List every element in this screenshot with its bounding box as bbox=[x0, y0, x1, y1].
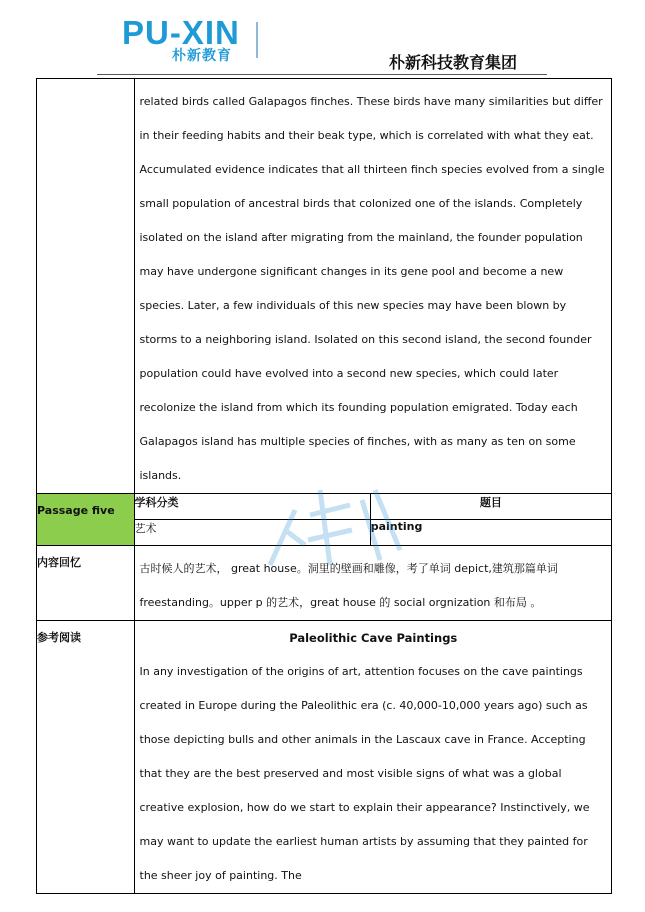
topic-header: 题目 bbox=[370, 494, 611, 520]
content-table bbox=[36, 78, 612, 894]
subject-value: 艺术 bbox=[134, 520, 370, 546]
article-title: Paleolithic Cave Paintings bbox=[289, 631, 458, 645]
logo-divider bbox=[256, 22, 258, 58]
subject-header: 学科分类 bbox=[134, 494, 370, 520]
reference-row bbox=[37, 621, 612, 894]
passage-label: Passage five bbox=[37, 494, 135, 546]
recall-text: 古时候人的艺术， great house。洞里的壁画和雕像，考了单词 depict,建筑那篇单词 freestanding。upper p 的艺术，great house 的 social orgnization 和布局 。 bbox=[139, 562, 558, 609]
passage-header-row bbox=[37, 494, 612, 520]
continued-passage-cell bbox=[134, 79, 612, 494]
continued-passage-text: related birds called Galapagos finches. These birds have many similarities but differ in their feeding habits and their beak type, which is correlated with what they eat. Accumulated evidence indicates that all thirteen finch species evolved from a single small population of ancestral birds that colonized one of the islands. Completely isolated on the island after migrating from the mainland, the founder population may have undergone significant changes in its gene pool and become a new species. Later, a few individuals of this new species may have been blown by storms to a neighboring island. Isolated on this second island, the second founder population could have evolved into a second new species, which could later recolonize the island from which its founding population emigrated. Today each Galapagos island has multiple species of finches, with as many as ten on some islands. bbox=[139, 95, 605, 482]
company-name: 朴新科技教育集团 bbox=[389, 53, 518, 72]
continued-passage-row bbox=[37, 79, 612, 494]
article-text: In any investigation of the origins of art, attention focuses on the cave paintings created in Europe during the Paleolithic era (c. 40,000-10,000 years ago) such as those depicting bulls and other animals in the Lascaux cave in France. Accepting that they are the best preserved and most visible signs of what was a global creative explosion, how do we start to explain their appearance? Instinctively, we may want to update the earliest human artists by assuming that they painted for the sheer joy of painting. The bbox=[139, 665, 590, 882]
recall-label: 内容回忆 bbox=[37, 546, 135, 621]
reference-label: 参考阅读 bbox=[37, 621, 135, 894]
topic-value: painting bbox=[370, 520, 611, 546]
empty-label-cell bbox=[37, 79, 135, 494]
header-rule bbox=[97, 74, 547, 75]
recall-row bbox=[37, 546, 612, 621]
page-header bbox=[0, 0, 645, 78]
logo: PU-XIN bbox=[122, 14, 240, 51]
recall-cell bbox=[134, 546, 612, 621]
reference-cell bbox=[134, 621, 612, 894]
logo-subtitle: 朴新教育 bbox=[172, 48, 232, 64]
